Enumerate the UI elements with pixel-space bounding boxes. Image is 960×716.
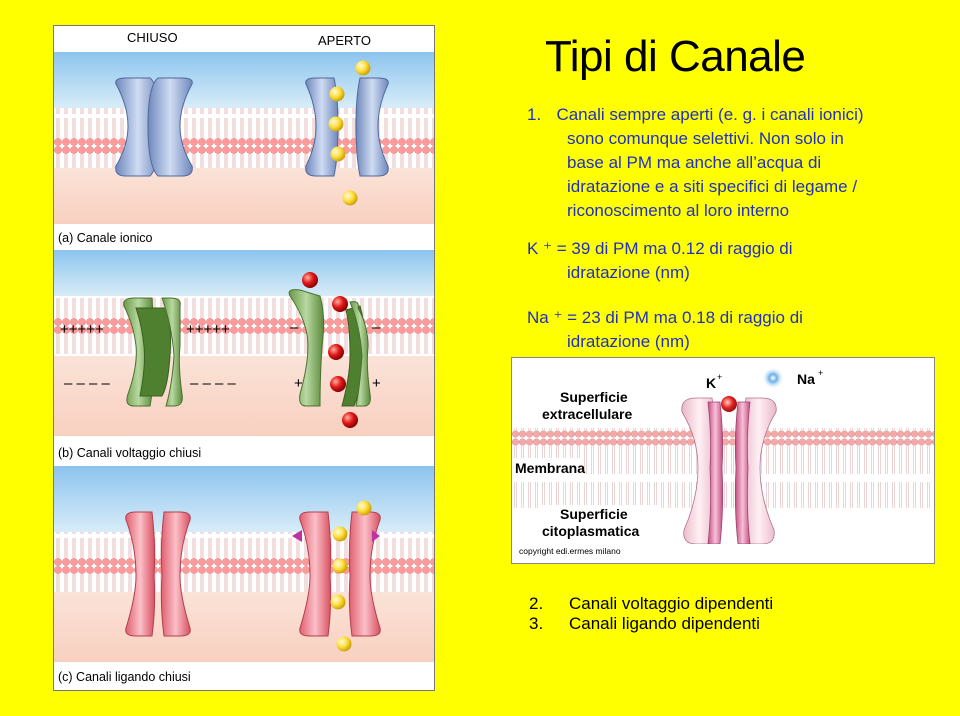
label-superficie-cito: Superficie <box>560 506 628 522</box>
na-line-1: Na ⁺ = 23 di PM ma 0.18 di raggio di <box>527 308 803 327</box>
sodium-ion <box>762 367 784 389</box>
header-open: APERTO <box>318 33 371 48</box>
ion-red <box>330 376 346 392</box>
panel-a-ion-channel <box>54 26 434 250</box>
plus-charge: + <box>294 375 303 392</box>
ion-yellow <box>337 637 352 652</box>
label-citoplasmatica: citoplasmatica <box>542 523 640 539</box>
caption-b: (b) Canali voltaggio chiusi <box>58 446 202 460</box>
header-closed: CHIUSO <box>127 30 178 45</box>
k-line-1: K ⁺ = 39 di PM ma 0.12 di raggio di <box>527 239 793 258</box>
ion-yellow <box>331 595 346 610</box>
paragraph-potassium <box>527 237 947 285</box>
ion-red <box>302 272 318 288</box>
para1-line-5: riconoscimento al loro interno <box>567 201 790 220</box>
na-line-2: idratazione (nm) <box>567 332 690 351</box>
slide-title: Tipi di Canale <box>545 32 806 81</box>
list-item: 2. Canali voltaggio dipendenti <box>529 594 774 613</box>
ion-yellow <box>329 117 344 132</box>
paragraph-canali-aperti <box>527 103 947 223</box>
minus-charge: – <box>372 319 381 336</box>
na-label: Na <box>797 371 815 387</box>
ion-red <box>342 412 358 428</box>
plus-charges: +++++ <box>60 321 104 338</box>
k-superscript: + <box>717 372 723 382</box>
channel-type-list <box>529 594 773 634</box>
para1-first-line: Canali sempre aperti (e. g. i canali ionici) <box>556 105 864 124</box>
paragraph-sodium <box>527 306 947 354</box>
ion-yellow <box>357 501 372 516</box>
copyright-text: copyright edi.ermes milano <box>519 546 621 556</box>
k-line-2: idratazione (nm) <box>567 263 690 282</box>
minus-charges: – – – – <box>190 375 236 392</box>
para1-line-2: sono comunque selettivi. Non solo in <box>567 129 844 148</box>
ion-red <box>332 296 348 312</box>
minus-charges: – – – – <box>64 375 110 392</box>
ion-yellow <box>343 191 358 206</box>
channel-types-figure <box>53 25 435 691</box>
na-superscript: + <box>818 368 824 378</box>
plus-charge: + <box>372 375 381 392</box>
item-number-1: 1. <box>527 105 542 124</box>
caption-c: (c) Canali ligando chiusi <box>58 670 191 684</box>
para1-line-3: base al PM ma anche all’acqua di <box>567 153 822 172</box>
minus-charge: – <box>290 319 299 336</box>
label-membrana: Membrana <box>515 460 586 476</box>
potassium-ion <box>721 396 737 412</box>
caption-a: (a) Canale ionico <box>58 231 153 245</box>
label-superficie-extra: Superficie <box>560 389 628 405</box>
ion-yellow <box>333 527 348 542</box>
selectivity-figure <box>511 357 935 564</box>
label-extracellulare: extracellulare <box>542 406 633 422</box>
para1-line-4: idratazione e a siti specifici di legame / <box>567 177 858 196</box>
plus-charges: +++++ <box>186 321 230 338</box>
panel-c-ligand-gated <box>54 466 434 690</box>
ion-yellow <box>330 87 345 102</box>
ion-yellow <box>356 61 371 76</box>
k-label: K <box>706 375 717 391</box>
ion-yellow <box>331 147 346 162</box>
panel-b-voltage-gated <box>54 250 434 466</box>
ion-red <box>328 344 344 360</box>
ion-yellow <box>333 559 348 574</box>
list-item: 3. Canali ligando dipendenti <box>529 614 760 633</box>
